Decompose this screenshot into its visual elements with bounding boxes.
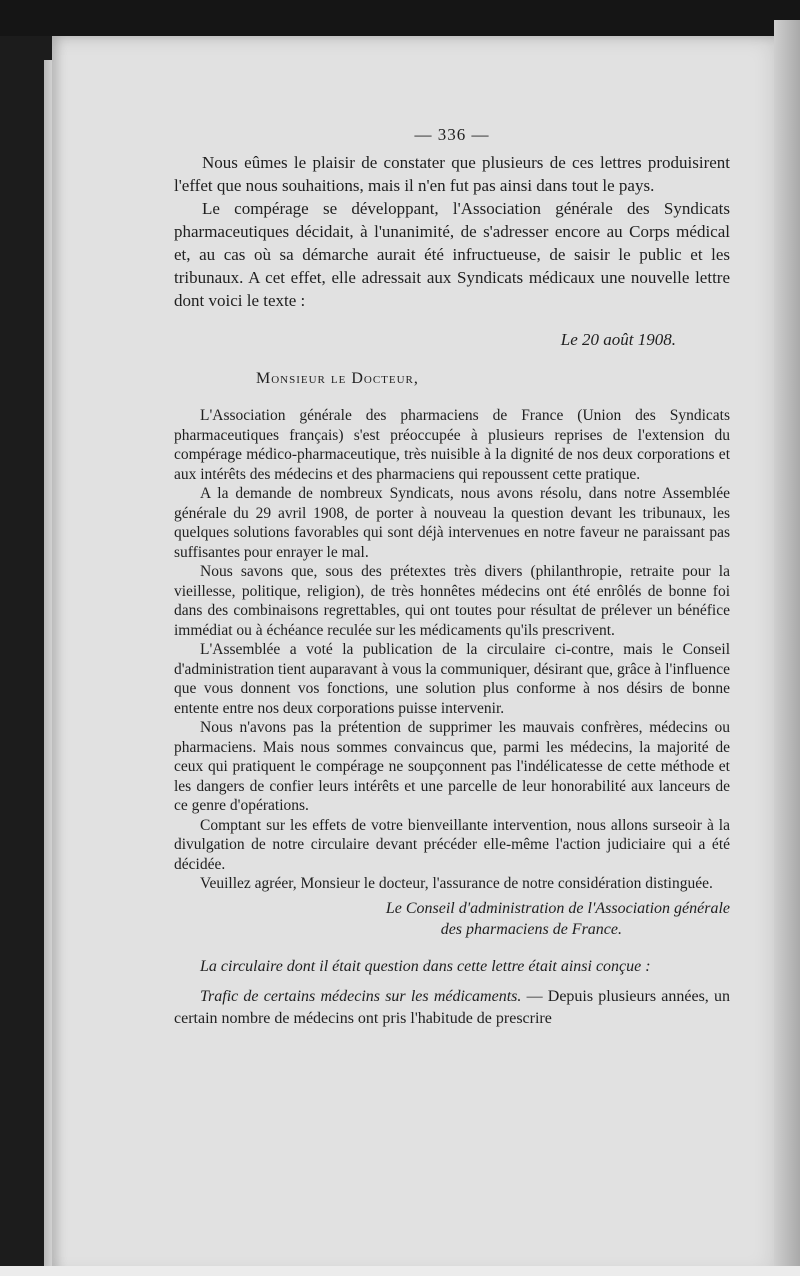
letter-paragraph: L'Association générale des pharmaciens de France (Union des Syndicats pharmaceutiques français) s'est préoccupée à plusieurs reprises de l'extension du compérage médico-pharmaceutique, très nuisible à la dignité de nos deux corporations et aux intérêts des médecins et des pharmaciens qui repoussent cette pratique. [174, 407, 730, 483]
letter-paragraph: A la demande de nombreux Syndicats, nous avons résolu, dans notre Assemblée générale du 29 avril 1908, de porter à nouveau la question devant les tribunaux, les quelques solutions favorables qui sont déjà intervenues en notre faveur ne paraissant pas suffisantes pour enrayer le mal. [174, 485, 730, 561]
letter-date [174, 330, 676, 350]
page-content [174, 125, 730, 1030]
letter-signature [174, 898, 730, 940]
final-paragraph-text: — Depuis plusieurs années, un certain nombre de médecins ont pris l'habitude de prescrire [174, 987, 731, 1027]
letter-paragraph: Comptant sur les effets de votre bienveillante intervention, nous allons surseoir à la divulgation de notre circulaire devant précéder elle-même l'action judiciaire qui a été décidée. [174, 816, 730, 873]
circular-intro-text: La circulaire dont il était question dans cette lettre était ainsi conçue : [200, 957, 651, 975]
letter-paragraph: L'Assemblée a voté la publication de la circulaire ci-contre, mais le Conseil d'administration tient auparavant à vous la communiquer, désirant que, grâce à l'influence que vous donnent vos fonctions, une solution plus conforme à nos désirs de bonne entente entre nos deux corporations puisse intervenir. [174, 641, 730, 717]
scan-bottom-border [0, 1266, 800, 1276]
scan-top-border [0, 0, 800, 36]
letter-date-text: Le 20 août 1908. [560, 330, 676, 349]
page-number: — 336 — [414, 125, 490, 144]
intro-paragraph-1: Nous eûmes le plaisir de constater que plusieurs de ces lettres produisirent l'effet que nous souhaitions, mais il n'en fut pas ainsi dans tout le pays. [174, 153, 730, 195]
circular-intro [174, 956, 730, 978]
intro-paragraph-2: Le compérage se développant, l'Association générale des Syndicats pharmaceutiques décidait, à l'unanimité, de s'adresser encore au Corps médical et, au cas où sa démarche aurait été infructueuse, de saisir le public et les tribunaux. A cet effet, elle adressait aux Syndicats médicaux une nouvelle lettre dont voici le texte : [174, 199, 730, 310]
letter-salutation: Monsieur le Docteur, [256, 370, 419, 387]
letter-paragraph: Veuillez agréer, Monsieur le docteur, l'assurance de notre considération distinguée. [200, 875, 713, 892]
letter-paragraph: Nous savons que, sous des prétextes très divers (philanthropie, retraite pour la vieillesse, politique, religion), de très honnêtes médecins ont été enrôlés de bonne foi dans des combinaisons regrettables, qui ont toutes pour résultat de prélever un bénéfice immédiat ou à échéance reculée sur les médicaments qu'ils prescrivent. [174, 563, 730, 639]
page-right-edge [774, 20, 800, 1276]
signature-line-2: des pharmaciens de France. [440, 920, 622, 938]
final-paragraph-title: Trafic de certains médecins sur les médicaments. [200, 987, 522, 1005]
letter-paragraph: Nous n'avons pas la prétention de supprimer les mauvais confrères, médecins ou pharmaciens. Mais nous sommes convaincus que, parmi les médecins, la majorité de ceux qui pratiquent le compérage ne soupçonnent pas l'indélicatesse de cette méthode et les dangers de confier leurs intérêts et une parcelle de leur honorabilité aux lanceurs de ce genre d'opérations. [174, 719, 730, 814]
final-paragraph [174, 986, 730, 1030]
signature-line-1: Le Conseil d'administration de l'Association générale [385, 899, 730, 917]
letter-body [174, 406, 730, 894]
